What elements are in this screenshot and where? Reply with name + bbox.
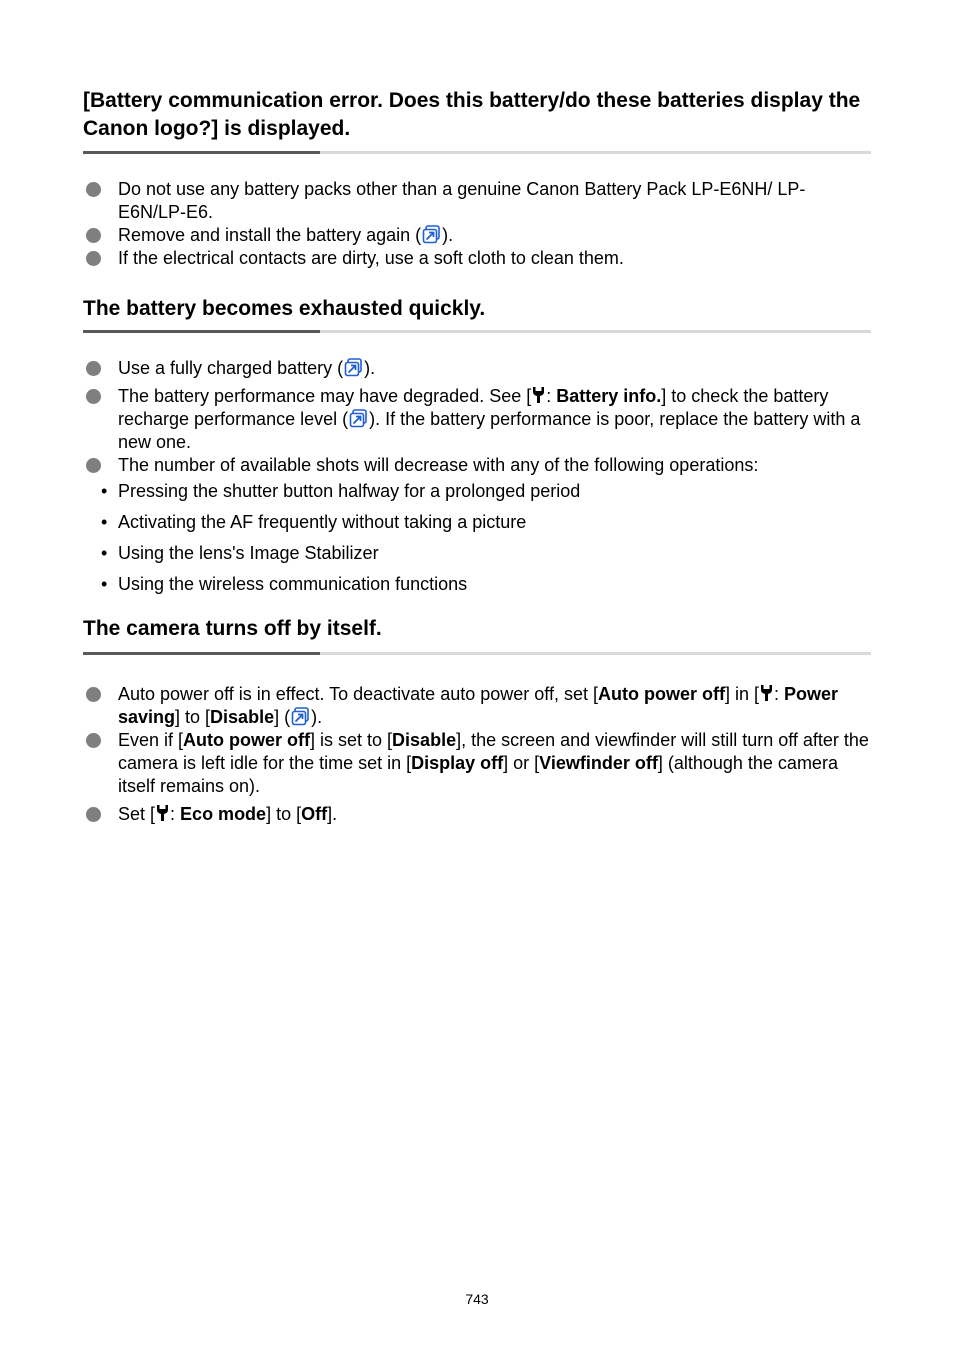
section-title: [Battery communication error. Does this battery/do these batteries display the Canon logo?] is displayed. (83, 89, 861, 140)
bullet-dot (86, 182, 101, 197)
list-item: Use a fully charged battery ( ). (83, 357, 871, 380)
wrench-setup-icon (759, 684, 774, 702)
bullet-list (83, 357, 871, 596)
sub-list (83, 480, 871, 596)
list-item: Do not use any battery packs other than a genuine Canon Battery Pack LP-E6NH/ LP-E6N/LP-E6. (83, 178, 871, 224)
page-number: 743 (465, 1291, 489, 1307)
page-reference-icon[interactable] (291, 707, 310, 726)
section-camera-turns-off (83, 615, 871, 826)
bullet-dot (86, 389, 101, 404)
list-item: If the electrical contacts are dirty, use a soft cloth to clean them. (83, 247, 871, 270)
list-item: The number of available shots will decrease with any of the following operations: • Pressing the shutter button halfway for a prolonged period • Activating the AF frequently without taking a picture • Using the lens's Image Stabilizer • Using the wireless communication functions (83, 454, 871, 596)
bullet-dot (86, 228, 101, 243)
bullet-dot (86, 458, 101, 473)
bullet-dot (86, 807, 101, 822)
list-item: Set [ : Eco mode] to [Off]. (83, 803, 871, 826)
section-title: The battery becomes exhausted quickly. (83, 297, 486, 320)
sub-list-item: • Using the wireless communication functions (101, 574, 468, 594)
list-item: The battery performance may have degraded. See [ : Battery info.] to check the battery recharge performance level ( ). If the battery performance is poor, replace the battery with a new one. (83, 385, 871, 454)
sub-list-item: • Activating the AF frequently without taking a picture (101, 512, 527, 532)
section-battery-exhausted (83, 295, 871, 596)
bullet-dot (86, 687, 101, 702)
sub-list-item: • Using the lens's Image Stabilizer (101, 543, 379, 563)
page-reference-icon[interactable] (422, 225, 441, 244)
title-rule (83, 652, 871, 656)
bullet-list (83, 178, 871, 270)
section-battery-communication-error (83, 87, 871, 270)
bullet-list (83, 683, 871, 826)
list-item: Even if [Auto power off] is set to [Disable], the screen and viewfinder will still turn off after the camera is left idle for the time set in [Display off] or [Viewfinder off] (although the camera itself remains on). (83, 729, 871, 798)
bullet-dot (86, 251, 101, 266)
page-reference-icon[interactable] (349, 409, 368, 428)
section-title: The camera turns off by itself. (83, 617, 382, 640)
title-rule (83, 151, 871, 155)
wrench-setup-icon (531, 386, 546, 404)
title-rule (83, 330, 871, 334)
page-content (83, 84, 871, 826)
wrench-setup-icon (155, 804, 170, 822)
sub-list-item: • Pressing the shutter button halfway for a prolonged period (101, 481, 581, 501)
list-item: Remove and install the battery again ( ). (83, 224, 871, 247)
page-reference-icon[interactable] (344, 358, 363, 377)
bullet-dot (86, 733, 101, 748)
list-item: Auto power off is in effect. To deactivate auto power off, set [Auto power off] in [ : Power saving] to [Disable] ( ). (83, 683, 871, 729)
bullet-dot (86, 361, 101, 376)
